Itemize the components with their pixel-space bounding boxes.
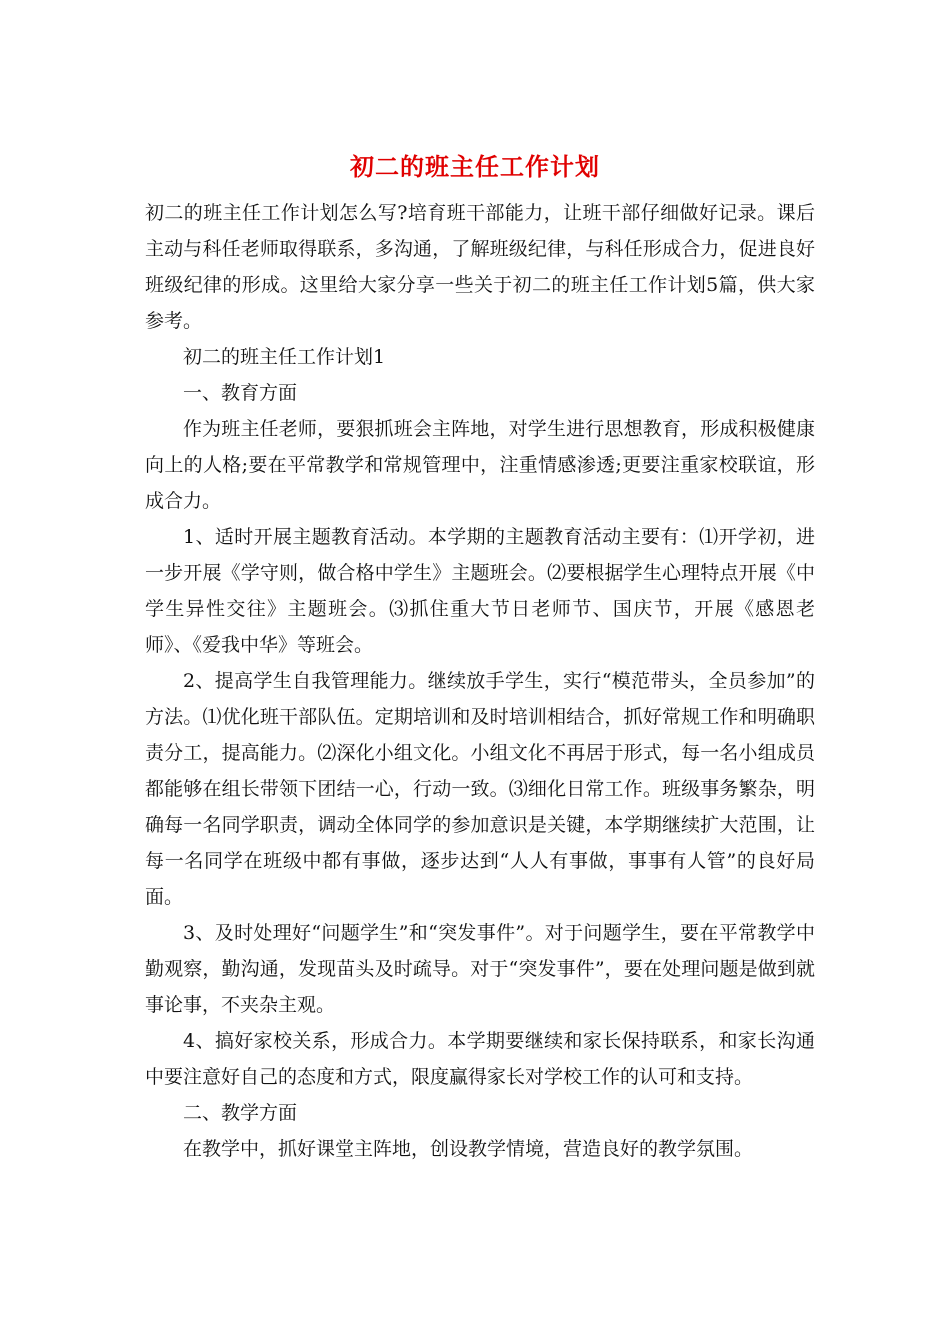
body-paragraph: 作为班主任老师，要狠抓班会主阵地，对学生进行思想教育，形成积极健康向上的人格;要在平常教学和常规管理中，注重情感渗透;更要注重家校联谊，形成合力。 <box>145 418 815 512</box>
section-heading-teaching: 二、教学方面 <box>183 1102 298 1124</box>
section-heading-education: 一、教育方面 <box>183 382 298 404</box>
body-paragraph: 在教学中，抓好课堂主阵地，创设教学情境，营造良好的教学氛围。 <box>183 1138 754 1160</box>
body-paragraph: 4、搞好家校关系，形成合力。本学期要继续和家长保持联系，和家长沟通中要注意好自己的态度和方式，限度赢得家长对学校工作的认可和支持。 <box>145 1030 815 1088</box>
section-heading-plan-1: 初二的班主任工作计划1 <box>183 346 386 368</box>
body-paragraph: 2、提高学生自我管理能力。继续放手学生，实行“模范带头，全员参加”的方法。⑴优化班干部队伍。定期培训和及时培训相结合，抓好常规工作和明确职责分工，提高能力。⑵深化小组文化。小组文化不再居于形式，每一名小组成员都能够在组长带领下团结一心，行动一致。⑶细化日常工作。班级事务繁杂，明确每一名同学职责，调动全体同学的参加意识是关键，本学期继续扩大范围，让每一名同学在班级中都有事做，逐步达到“人人有事做，事事有人管”的良好局面。 <box>145 670 815 908</box>
body-paragraph: 3、及时处理好“问题学生”和“突发事件”。对于问题学生，要在平常教学中勤观察，勤沟通，发现苗头及时疏导。对于“突发事件”，要在处理问题是做到就事论事，不夹杂主观。 <box>145 922 815 1016</box>
intro-paragraph: 初二的班主任工作计划怎么写?培育班干部能力，让班干部仔细做好记录。课后主动与科任老师取得联系，多沟通，了解班级纪律，与科任形成合力，促进良好班级纪律的形成。这里给大家分享一些关于初二的班主任工作计划5篇，供大家参考。 <box>145 202 815 332</box>
body-paragraph: 1、适时开展主题教育活动。本学期的主题教育活动主要有：⑴开学初，进一步开展《学守则，做合格中学生》主题班会。⑵要根据学生心理特点开展《中学生异性交往》主题班会。⑶抓住重大节日老师节、国庆节，开展《感恩老师》、《爱我中华》等班会。 <box>145 526 815 656</box>
page-title: 初二的班主任工作计划 <box>350 152 600 181</box>
document-body <box>145 195 815 1167</box>
